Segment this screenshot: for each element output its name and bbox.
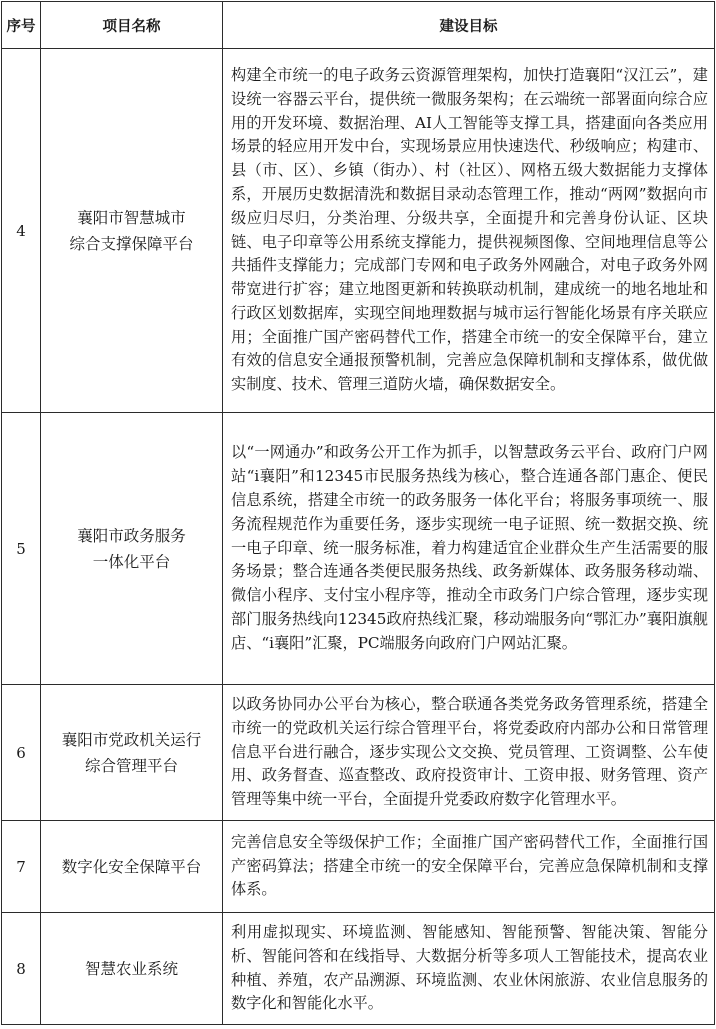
row-num: 6 — [2, 685, 41, 821]
row-name-line: 襄阳市政务服务 — [77, 526, 186, 545]
row-name — [41, 685, 223, 821]
row-goal: 以“一网通办”和政务公开工作为抓手，以智慧政务云平台、政府门户网站“i襄阳”和12345市民服务热线为核心，整合连通各部门惠企、便民信息系统，搭建全市统一的政务服务一体化平台；将服务事项统一、服务流程规范作为重要任务，逐步实现统一电子证照、统一数据交换、统一电子印章、统一服务标准，着力构建适宜企业群众生产生活需要的服务场景；整合连通各类便民服务热线、政务新媒体、政务服务移动端、微信小程序、支付宝小程序等，推动全市政务门户综合管理，逐步实现部门服务热线向12345政府热线汇聚，移动端服务向“鄂汇办”襄阳旗舰店、“i襄阳”汇聚，PC端服务向政府门户网站汇聚。 — [223, 413, 715, 685]
header-num: 序号 — [2, 2, 41, 49]
row-num: 8 — [2, 913, 41, 1025]
row-name-line: 综合支撑保障平台 — [69, 234, 194, 253]
row-name — [41, 413, 223, 685]
table-row — [2, 821, 715, 913]
table-row — [2, 685, 715, 821]
row-name-line: 襄阳市党政机关运行 — [61, 730, 202, 749]
row-goal: 利用虚拟现实、环境监测、智能感知、智能预警、智能决策、智能分析、智能问答和在线指导、大数据分析等多项人工智能技术，提高农业种植、养殖，农产品溯源、环境监测、农业休闲旅游、农业信息服务的数字化和智能化水平。 — [223, 913, 715, 1025]
table-row — [2, 913, 715, 1025]
row-goal: 构建全市统一的电子政务云资源管理架构，加快打造襄阳“汉江云”，建设统一容器云平台，提供统一微服务架构；在云端统一部署面向综合应用的开发环境、数据治理、AI人工智能等支撑工具，搭建面向各类应用场景的轻应用开发中台，实现场景应用快速迭代、秒级响应；构建市、县（市、区）、乡镇（街办）、村（社区）、网格五级大数据能力支撑体系，开展历史数据清洗和数据目录动态管理工作，推动“两网”数据向市级应归尽归，分类治理、分级共享，全面提升和完善身份认证、区块链、电子印章等公用系统支撑能力，提供视频图像、空间地理信息等公共插件支撑能力；完成部门专网和电子政务外网融合，对电子政务外网带宽进行扩容；建立地图更新和转换联动机制，建成统一的地名地址和行政区划数据库，实现空间地理数据与城市运行智能化场景有序关联应用；全面推广国产密码替代工作，搭建全市统一的安全保障平台，建立有效的信息安全通报预警机制，完善应急保障机制和支撑体系，做优做实制度、技术、管理三道防火墙，确保数据安全。 — [223, 49, 715, 413]
row-name-line: 数字化安全保障平台 — [61, 857, 202, 876]
row-name-line: 综合管理平台 — [84, 756, 178, 775]
row-name-line: 一体化平台 — [92, 552, 171, 571]
header-name: 项目名称 — [41, 2, 223, 49]
table-row — [2, 49, 715, 413]
row-goal: 以政务协同办公平台为核心，整合联通各类党务政务管理系统，搭建全市统一的党政机关运行综合管理平台，将党委政府内部办公和日常管理信息平台进行融合，逐步实现公文交换、党员管理、工资调整、公车使用、政务督查、巡查整改、政府投资审计、工资申报、财务管理、资产管理等集中统一平台，全面提升党委政府数字化管理水平。 — [223, 685, 715, 821]
row-num: 5 — [2, 413, 41, 685]
project-table — [1, 1, 715, 1025]
row-goal: 完善信息安全等级保护工作；全面推广国产密码替代工作，全面推行国产密码算法；搭建全市统一的安全保障平台，完善应急保障机制和支撑体系。 — [223, 821, 715, 913]
row-name-line: 智慧农业系统 — [84, 959, 178, 978]
header-row — [2, 2, 715, 49]
header-goal: 建设目标 — [223, 2, 715, 49]
table-row — [2, 413, 715, 685]
row-name — [41, 913, 223, 1025]
row-num: 4 — [2, 49, 41, 413]
row-num: 7 — [2, 821, 41, 913]
row-name — [41, 821, 223, 913]
row-name-line: 襄阳市智慧城市 — [77, 208, 186, 227]
row-name — [41, 49, 223, 413]
